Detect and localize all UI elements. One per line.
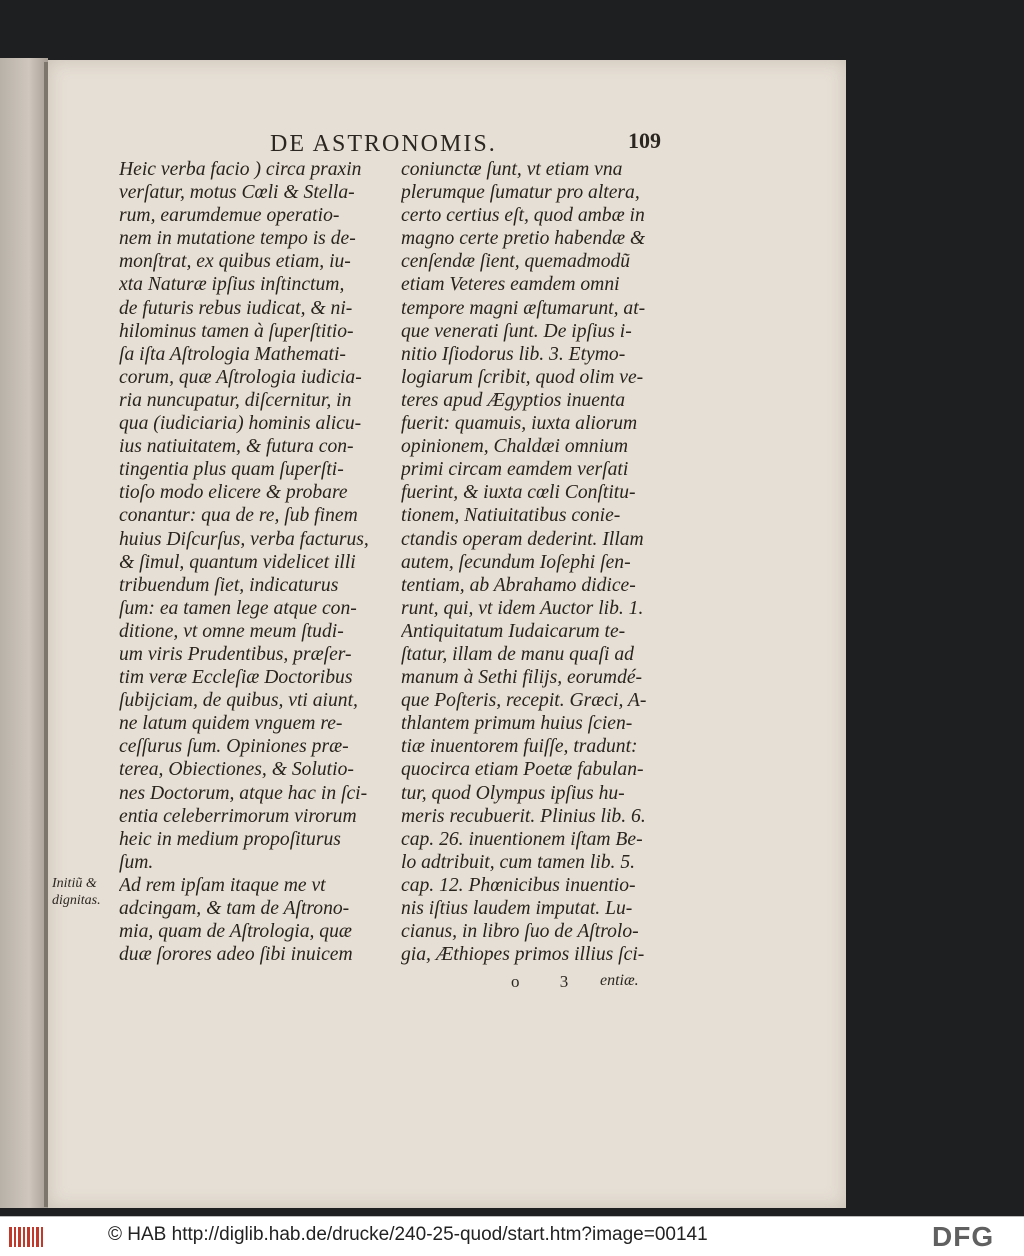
text-line: ſa iſta Aſtrologia Mathemati-	[119, 343, 346, 365]
text-line: que venerati ſunt. De ipſius i-	[401, 320, 632, 342]
text-line: heic in medium propoſiturus	[119, 828, 341, 850]
catchword: entiæ.	[600, 972, 639, 989]
left-text-column	[119, 158, 387, 966]
text-line: plerumque ſumatur pro altera,	[401, 182, 640, 204]
text-line: cap. 12. Phœnicibus inuentio-	[401, 874, 636, 896]
text-line: Antiquitatum Iudaicarum te-	[401, 620, 626, 642]
text-line: corum, quæ Aſtrologia iudicia-	[119, 366, 362, 388]
text-line: xta Naturæ ipſius inſtinctum,	[119, 274, 345, 296]
hab-logo-icon	[8, 1225, 44, 1249]
text-line: verſatur, motus Cœli & Stella-	[119, 182, 355, 204]
marginal-note-line: Initiũ &	[52, 876, 97, 891]
text-line: teres apud Ægyptios inuenta	[401, 389, 626, 411]
text-line: tentiam, ab Abrahamo didice-	[401, 574, 636, 596]
text-line: cap. 26. inuentionem iſtam Be-	[401, 828, 643, 850]
text-line: coniunctæ ſunt, vt etiam vna	[401, 159, 623, 180]
marginal-note-line: dignitas.	[52, 893, 101, 908]
right-text-column	[401, 158, 665, 966]
text-line: conantur: qua de re, ſub finem	[119, 505, 358, 527]
text-line: thlantem primum huius ſcien-	[401, 713, 633, 735]
text-line: ceſſurus ſum. Opiniones præ-	[119, 736, 349, 758]
text-line: Ad rem ipſam itaque me vt	[119, 874, 326, 896]
text-line: tim veræ Eccleſiæ Doctoribus	[119, 667, 353, 689]
text-line: de futuris rebus iudicat, & ni-	[119, 297, 353, 319]
text-line: ius natiuitatem, & futura con-	[119, 436, 354, 458]
text-line: primi circam eamdem verſati	[401, 459, 629, 481]
source-link[interactable]: © HAB http://diglib.hab.de/drucke/240-25-quod/start.htm?image=00141	[108, 1224, 708, 1245]
text-line: meris recubuerit. Plinius lib. 6.	[401, 805, 646, 827]
text-line: ſtatur, illam de manu quaſi ad	[401, 643, 634, 665]
running-head: DE ASTRONOMIS.	[270, 131, 497, 157]
text-line: nem in mutatione tempo is de-	[119, 228, 356, 250]
text-line: tribuendum ſiet, indicaturus	[119, 574, 339, 596]
text-line: lo adtribuit, cum tamen lib. 5.	[401, 851, 636, 873]
text-line: magno certe pretio habendæ &	[401, 228, 646, 250]
text-line: & ſimul, quantum videlicet illi	[119, 551, 356, 573]
page-number: 109	[628, 128, 661, 153]
text-line: ctandis operam dederint. Illam	[401, 528, 644, 550]
dfg-logo: DFG	[932, 1221, 995, 1252]
text-line: autem, ſecundum Ioſephi ſen-	[401, 551, 631, 573]
text-line: cenſendæ ſient, quemadmodũ	[401, 251, 631, 273]
text-line: tur, quod Olympus ipſius hu-	[401, 782, 625, 804]
text-line: adcingam, & tam de Aſtrono-	[119, 898, 350, 919]
text-line: Heic verba facio ) circa praxin	[119, 159, 362, 180]
text-line: fuerit: quamuis, iuxta aliorum	[401, 413, 638, 435]
text-line: rum, earumdemue operatio-	[119, 205, 340, 227]
marginal-note	[52, 875, 101, 909]
footer-bar	[0, 1216, 1024, 1256]
text-line: ria nuncupatur, diſcernitur, in	[119, 389, 352, 411]
text-line: terea, Obiectiones, & Solutio-	[119, 759, 354, 781]
text-line: mia, quam de Aſtrologia, quæ	[119, 921, 352, 943]
text-line: tionem, Natiuitatibus conie-	[401, 505, 621, 527]
previous-page-edge	[0, 58, 48, 1208]
text-line: tioſo modo elicere & probare	[119, 482, 348, 504]
text-line: nis iſtius laudem imputat. Lu-	[401, 898, 633, 919]
text-line: duæ ſorores adeo ſibi inuicem	[119, 944, 353, 966]
text-line: manum à Sethi filijs, eorumdé-	[401, 667, 643, 689]
text-line: quocirca etiam Poetæ fabulan-	[401, 759, 644, 781]
text-line: huius Diſcurſus, verba facturus,	[119, 528, 369, 550]
text-line: etiam Veteres eamdem omni	[401, 274, 620, 296]
text-line: cianus, in libro ſuo de Aſtrolo-	[401, 921, 639, 943]
signature-mark: o 3	[511, 972, 587, 991]
text-line: que Poſteris, recepit. Græci, A-	[401, 690, 647, 712]
text-line: nitio Iſiodorus lib. 3. Etymo-	[401, 343, 626, 365]
text-line: monſtrat, ex quibus etiam, iu-	[119, 251, 351, 273]
text-line: tempore magni æſtumarunt, at-	[401, 297, 646, 319]
text-line: runt, qui, vt idem Auctor lib. 1.	[401, 597, 644, 619]
text-line: tingentia plus quam ſuperſti-	[119, 459, 344, 481]
text-line: gia, Æthiopes primos illius ſci-	[401, 944, 645, 966]
text-line: tiæ inuentorem fuiſſe, tradunt:	[401, 736, 638, 758]
text-line: um viris Prudentibus, præſer-	[119, 643, 352, 665]
text-line: entia celeberrimorum virorum	[119, 805, 357, 827]
text-line: ne latum quidem vnguem re-	[119, 713, 343, 735]
text-line: certo certius eſt, quod ambæ in	[401, 205, 645, 227]
text-line: qua (iudiciaria) hominis alicu-	[119, 413, 362, 435]
text-line: ditione, vt omne meum ſtudi-	[119, 620, 344, 642]
text-line: ſum: ea tamen lege atque con-	[119, 597, 357, 619]
text-line: nes Doctorum, atque hac in ſci-	[119, 782, 368, 804]
text-line: ſubijciam, de quibus, vti aiunt,	[119, 690, 358, 712]
text-line: opinionem, Chaldæi omnium	[401, 436, 628, 458]
text-line: ſum.	[119, 851, 154, 873]
text-line: hilominus tamen à ſuperſtitio-	[119, 320, 354, 342]
text-line: logiarum ſcribit, quod olim ve-	[401, 366, 644, 388]
text-line: fuerint, & iuxta cœli Conſtitu-	[401, 482, 636, 504]
